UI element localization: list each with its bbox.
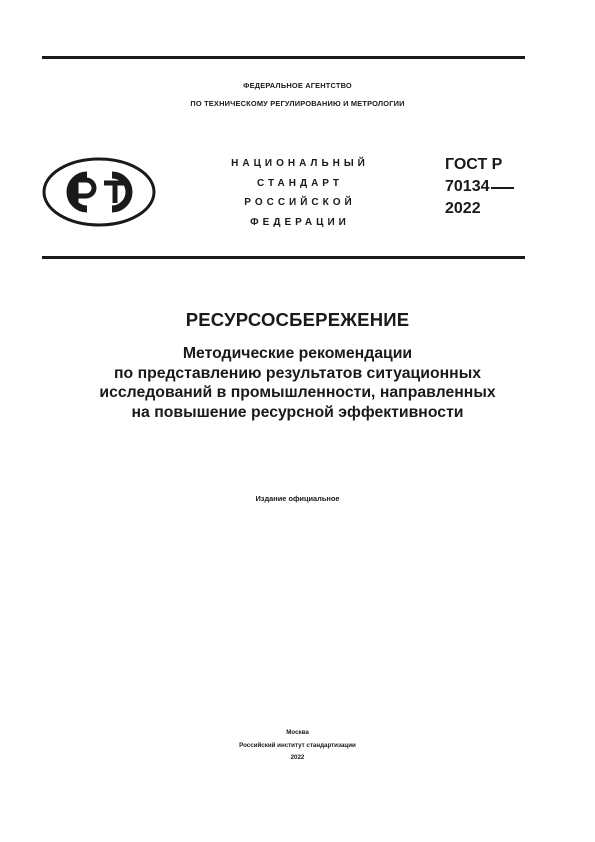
designation-prefix: ГОСТ Р [445,156,503,173]
document-title: РЕСУРСОСБЕРЕЖЕНИЕ [185,309,410,330]
top-rule [42,56,525,59]
imprint-year: 2022 [290,754,305,761]
rst-logo-icon [42,157,156,227]
imprint [0,727,595,765]
standard-type-line: СТАНДАРТ [257,177,343,189]
middle-rule [42,256,525,259]
edition-label: Издание официальное [255,494,340,503]
standard-designation [445,154,514,220]
imprint-publisher: Российский институт стандартизации [239,741,356,749]
designation-number: 70134 [445,178,490,195]
subtitle-line: Методические рекомендации [182,345,413,362]
agency-line-2: ПО ТЕХНИЧЕСКОМУ РЕГУЛИРОВАНИЮ И МЕТРОЛОГИИ [190,99,405,108]
designation-dash [491,187,514,189]
standard-type-line: ФЕДЕРАЦИИ [250,216,350,228]
subtitle-line: исследований в промышленности, направленных [99,384,496,401]
document-subtitle [40,344,555,422]
agency-line-1: ФЕДЕРАЛЬНОЕ АГЕНТСТВО [243,81,352,90]
standard-type-line: НАЦИОНАЛЬНЫЙ [231,158,369,169]
standard-type [205,154,395,232]
subtitle-line: на повышение ресурсной эффективности [131,403,464,421]
designation-year: 2022 [445,200,481,217]
standard-type-line: РОССИЙСКОЙ [244,197,356,208]
subtitle-line: по представлению результатов ситуационных [114,364,481,382]
imprint-city: Москва [286,729,309,736]
designation-number-row [445,176,514,198]
